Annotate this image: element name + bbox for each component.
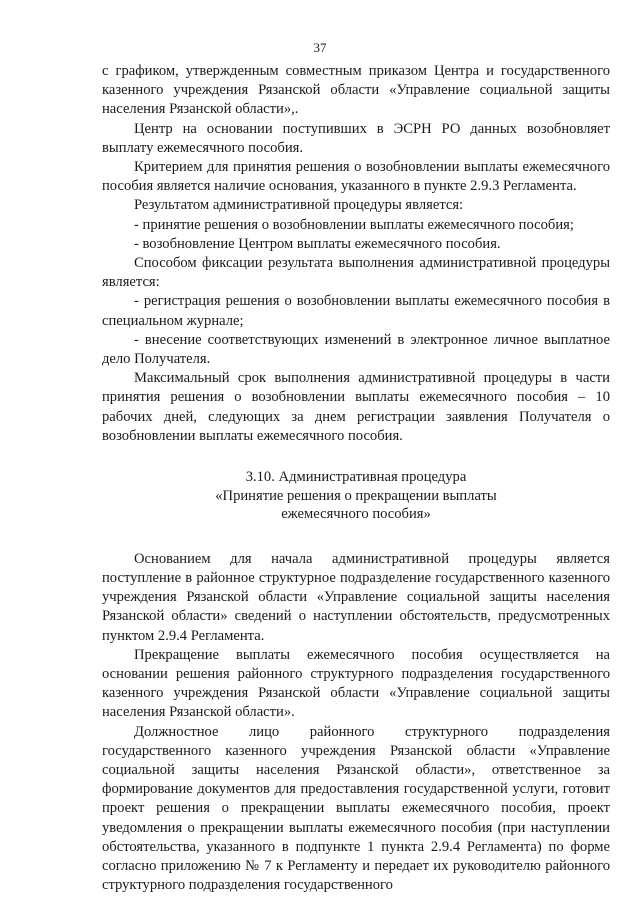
list-item-fixation-registration: - регистрация решения о возобновлении выплаты ежемесячного пособия в специальном журнале; (102, 293, 610, 329)
list-item-result-resumption: - возобновление Центром выплаты ежемесячного пособия. (134, 235, 501, 252)
document-body (102, 62, 610, 896)
paragraph-termination: Прекращение выплаты ежемесячного пособия осуществляется на основании решения районного структурного подразделения государственного казенного учреждения Рязанской области «Управление социальной защиты населения Рязанской области». (102, 646, 610, 721)
paragraph-continuation: с графиком, утвержденным совместным приказом Центра и государственного казенного учреждения Рязанской области «Управление социальной защиты населения Рязанской области»,. (102, 63, 610, 118)
section-heading (102, 468, 610, 524)
list-item-result-decision: - принятие решения о возобновлении выплаты ежемесячного пособия; (134, 216, 574, 233)
paragraph-criterion: Критерием для принятия решения о возобновлении выплаты ежемесячного пособия является наличие основания, указанного в пункте 2.9.3 Регламента. (102, 159, 610, 195)
paragraph-max-term: Максимальный срок выполнения административной процедуры в части принятия решения о возобновлении выплаты ежемесячного пособия – 10 рабочих дней, следующих за днем регистрации заявления Получателя о возобновлении выплаты ежемесячного пособия. (102, 370, 610, 444)
paragraph-center-resumes: Центр на основании поступивших в ЭСРН РО данных возобновляет выплату ежемесячного пособия. (102, 120, 610, 156)
section-heading-number: 3.10. Административная процедура (245, 469, 467, 486)
section-heading-title-line1: «Принятие решения о прекращении выплаты (215, 487, 497, 504)
section-heading-title-line2: ежемесячного пособия» (281, 506, 431, 523)
paragraph-fixation-method: Способом фиксации результата выполнения административной процедуры является: (102, 255, 610, 291)
page-number: 37 (313, 40, 327, 55)
list-item-fixation-changes: - внесение соответствующих изменений в электронное личное выплатное дело Получателя. (102, 331, 610, 368)
paragraph-official: Должностное лицо районного структурного подразделения государственного казенного учреждения Рязанской области «Управление социальной защиты населения Рязанской области», ответственное за формирование документов для предоставления государственной услуги, готовит проект решения о прекращении выплаты ежемесячного пособия, проект уведомления о прекращении выплаты ежемесячного пособия (при наступлении обстоятельства, указанного в подпункте 1 пункта 2.9.4 Регламента) по форме согласно приложению № 7 к Регламенту и передает их руководителю районного структурного подразделения государственного (102, 723, 610, 894)
paragraph-basis: Основанием для начала административной процедуры является поступление в районное структурное подразделение государственного казенного учреждения Рязанской области «Управление социальной защиты населения Рязанской области» сведений о наступлении обстоятельств, предусмотренных пунктом 2.9.4 Регламента. (102, 550, 610, 644)
paragraph-result-intro: Результатом административной процедуры является: (134, 197, 464, 214)
